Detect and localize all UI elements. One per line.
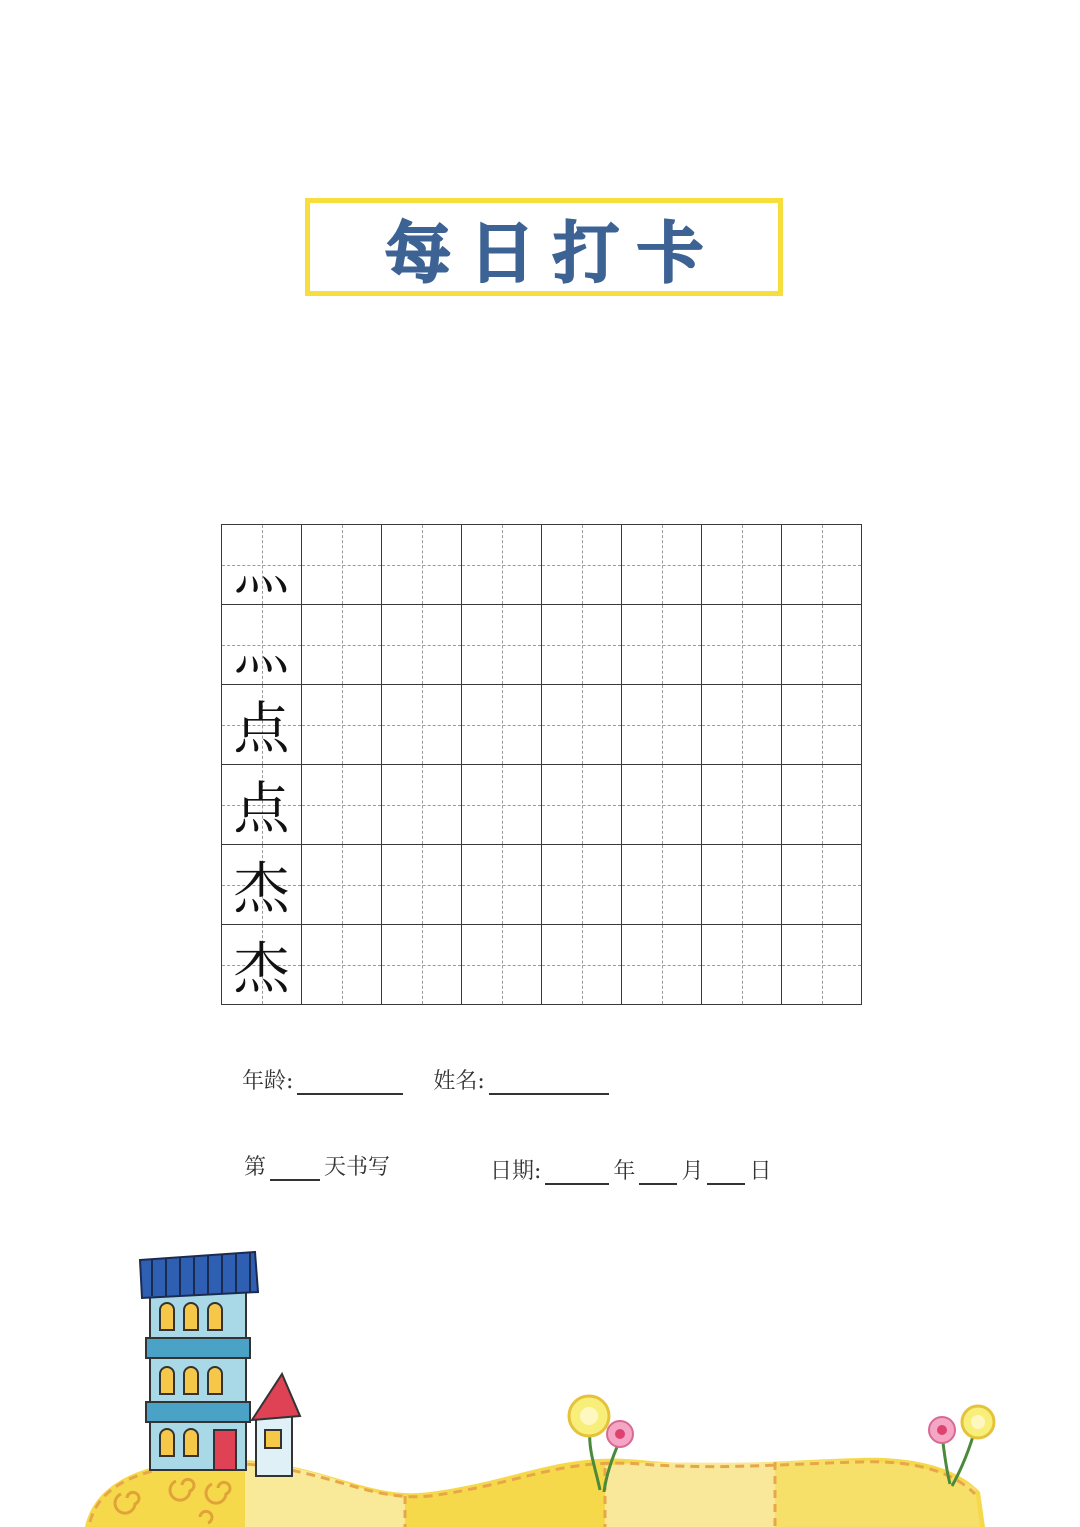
practice-cell[interactable] [702,685,782,765]
practice-cell[interactable] [782,605,862,685]
practice-cell[interactable] [622,925,702,1005]
grid-row [222,845,862,925]
model-cell [222,765,302,845]
day-suffix: 天书写 [324,1155,391,1180]
model-character: 点 [233,776,290,842]
model-cell [222,605,302,685]
name-label: 姓名: [433,1069,485,1094]
date-label: 日期: [490,1159,542,1184]
practice-cell[interactable] [622,765,702,845]
practice-cell[interactable] [302,525,382,605]
practice-cell[interactable] [542,765,622,845]
practice-cell[interactable] [542,845,622,925]
grid-row [222,525,862,605]
practice-cell[interactable] [302,605,382,685]
practice-cell[interactable] [782,685,862,765]
day-prefix: 第 [244,1155,267,1180]
day-field[interactable] [707,1159,745,1185]
model-character: 灬 [233,536,290,602]
practice-cell[interactable] [622,845,702,925]
practice-cell[interactable] [622,525,702,605]
practice-cell[interactable] [542,605,622,685]
model-cell [222,845,302,925]
hill-patch-pale [605,1462,775,1527]
practice-cell[interactable] [462,525,542,605]
practice-cell[interactable] [382,925,462,1005]
grid-row [222,685,862,765]
practice-cell[interactable] [782,845,862,925]
practice-cell[interactable] [462,605,542,685]
practice-cell[interactable] [702,605,782,685]
title-box [305,198,783,296]
day-row [244,1150,390,1181]
age-name-row [242,1064,613,1095]
practice-cell[interactable] [702,845,782,925]
model-cell [222,925,302,1005]
day-count-field[interactable] [270,1155,320,1181]
practice-cell[interactable] [382,845,462,925]
year-label: 年 [613,1159,636,1184]
month-field[interactable] [639,1159,677,1185]
model-cell [222,525,302,605]
practice-cell[interactable] [782,925,862,1005]
model-character: 灬 [233,616,290,682]
grid-row [222,765,862,845]
practice-cell[interactable] [702,765,782,845]
practice-cell[interactable] [782,765,862,845]
practice-cell[interactable] [302,925,382,1005]
page-title: 每日打卡 [385,214,721,292]
tower-building [140,1252,258,1470]
age-label: 年龄: [242,1069,294,1094]
model-character: 杰 [233,936,290,1002]
practice-cell[interactable] [382,765,462,845]
practice-cell[interactable] [702,925,782,1005]
model-character: 点 [233,696,290,762]
practice-cell[interactable] [542,925,622,1005]
small-house [252,1374,300,1476]
practice-cell[interactable] [302,685,382,765]
practice-cell[interactable] [302,845,382,925]
practice-cell[interactable] [302,765,382,845]
practice-cell[interactable] [462,925,542,1005]
model-cell [222,685,302,765]
practice-cell[interactable] [622,685,702,765]
day-label: 日 [749,1159,772,1184]
practice-cell[interactable] [382,685,462,765]
practice-cell[interactable] [382,525,462,605]
cartoon-scene [0,1230,1080,1527]
practice-cell[interactable] [782,525,862,605]
grid-row [222,925,862,1005]
hill-patch-right [775,1460,980,1527]
date-row [490,1154,771,1185]
age-field[interactable] [297,1069,403,1095]
practice-cell[interactable] [462,765,542,845]
practice-cell[interactable] [702,525,782,605]
year-field[interactable] [545,1159,609,1185]
model-character: 杰 [233,856,290,922]
grid-row [222,605,862,685]
practice-cell[interactable] [382,605,462,685]
month-label: 月 [681,1159,704,1184]
practice-cell[interactable] [542,525,622,605]
practice-cell[interactable] [542,685,622,765]
writing-grid [221,524,862,1005]
name-field[interactable] [489,1069,609,1095]
practice-cell[interactable] [462,845,542,925]
practice-cell[interactable] [462,685,542,765]
practice-cell[interactable] [622,605,702,685]
